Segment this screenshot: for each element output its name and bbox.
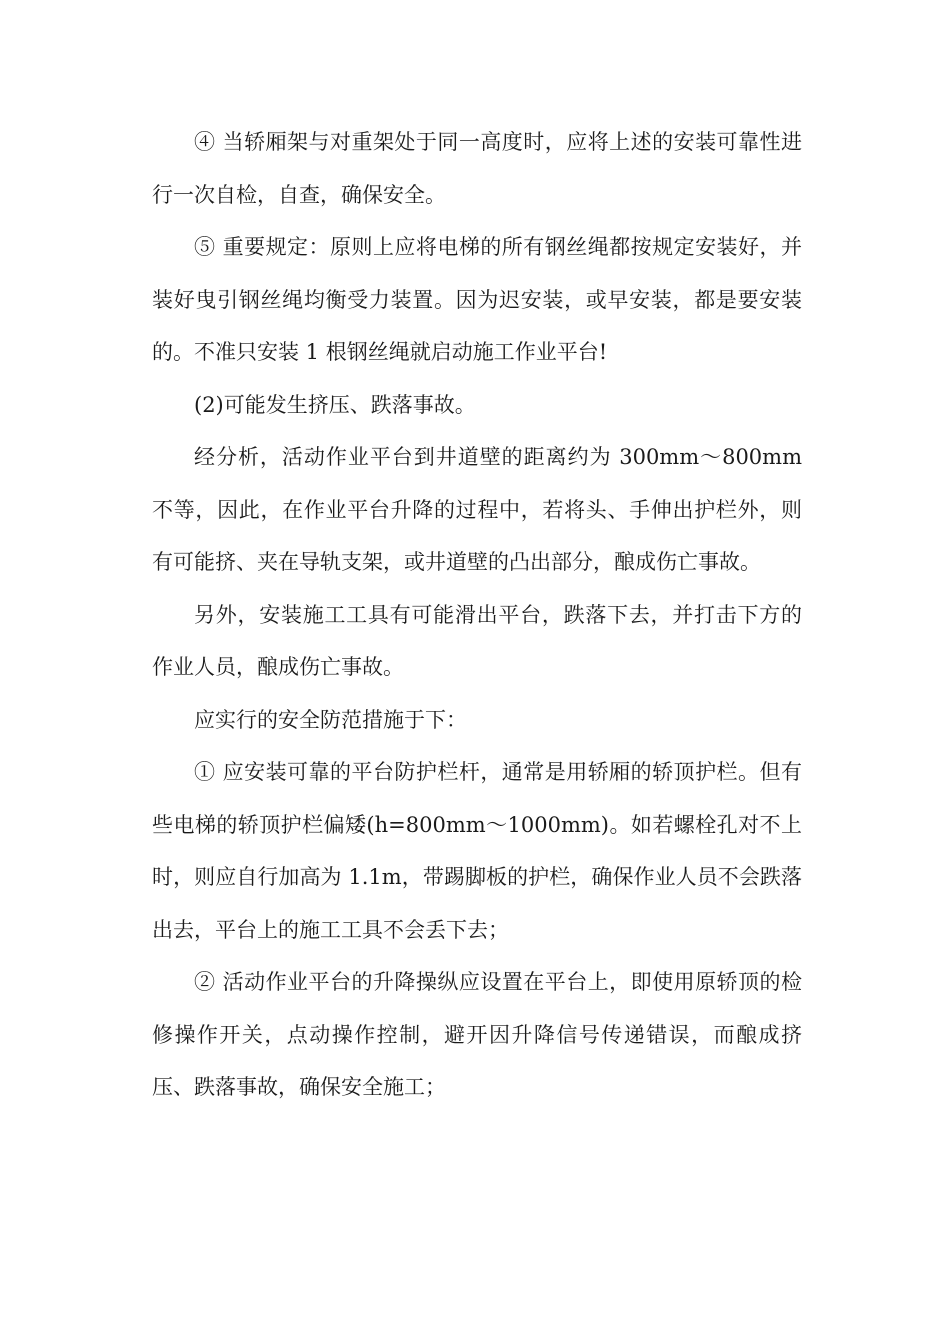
paragraph-section-2-heading: (2)可能发生挤压、跌落事故。	[194, 392, 476, 417]
paragraph-item-5-regulation: ⑤ 重要规定：原则上应将电梯的所有钢丝绳都按规定安装好，并装好曳引钢丝绳均衡受力装置。因为迟安装，或早安装，都是要安装的。不准只安装 1 根钢丝绳就启动施工作业平台!	[152, 235, 802, 364]
paragraph-tools-falling: 另外，安装施工工具有可能滑出平台，跌落下去，并打击下方的作业人员，酿成伤亡事故。	[152, 602, 802, 679]
paragraph-item-4-self-check: ④ 当轿厢架与对重架处于同一高度时，应将上述的安装可靠性进行一次自检，自查，确保安全。	[152, 130, 802, 207]
paragraph-analysis: 经分析，活动作业平台到井道壁的距离约为 300mm～800mm 不等，因此，在作业平台升降的过程中，若将头、手伸出护栏外，则有可能挤、夹在导轨支架，或井道壁的凸出部分，酿成伤亡事故。	[152, 445, 802, 574]
paragraph-measure-1-guardrail: ① 应安装可靠的平台防护栏杆，通常是用轿厢的轿顶护栏。但有些电梯的轿顶护栏偏矮(h=800mm～1000mm)。如若螺栓孔对不上时，则应自行加高为 1.1m，带踢脚板的护栏，确保作业人员不会跌落出去，平台上的施工工具不会丢下去；	[152, 760, 802, 942]
body-text	[152, 116, 802, 1114]
paragraph-measure-2-controls: ② 活动作业平台的升降操纵应设置在平台上，即使用原轿顶的检修操作开关，点动操作控制，避开因升降信号传递错误，而酿成挤压、跌落事故，确保安全施工；	[152, 970, 802, 1099]
paragraph-measures-intro: 应实行的安全防范措施于下：	[194, 707, 467, 732]
